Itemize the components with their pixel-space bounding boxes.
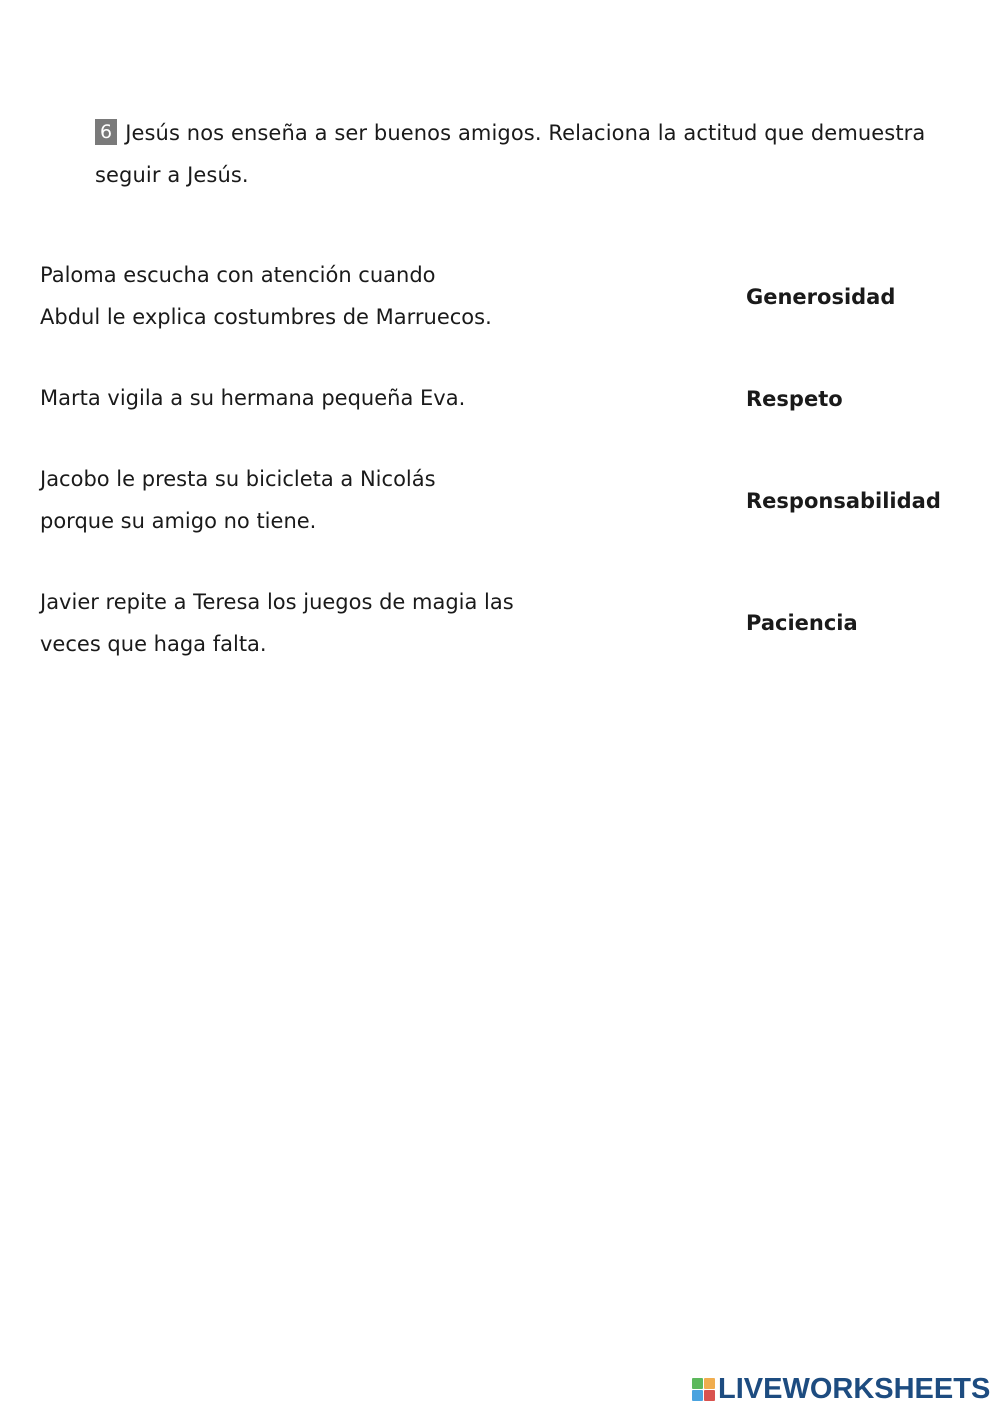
attitude-generosidad: Generosidad <box>746 285 896 309</box>
exercise-number-badge: 6 <box>95 119 117 145</box>
statement-2 <box>40 377 600 419</box>
statement-3 <box>40 458 600 542</box>
statement-4 <box>40 581 600 665</box>
statement-line: Javier repite a Teresa los juegos de magia las <box>40 590 514 614</box>
liveworksheets-icon <box>692 1378 715 1401</box>
statement-line: Abdul le explica costumbres de Marruecos. <box>40 305 492 329</box>
logo-square-v <box>692 1390 703 1401</box>
statement-line: porque su amigo no tiene. <box>40 509 317 533</box>
statement-line: veces que haga falta. <box>40 632 267 656</box>
logo-text: LIVEWORKSHEETS <box>718 1372 991 1405</box>
statement-line: Paloma escucha con atención cuando <box>40 263 436 287</box>
exercise-instruction <box>95 112 935 196</box>
attitude-responsabilidad: Responsabilidad <box>746 489 941 513</box>
logo-square-l <box>692 1378 703 1389</box>
exercise-instruction-text: Jesús nos enseña a ser buenos amigos. Relaciona la actitud que demuestra seguir a Jesús. <box>95 121 926 187</box>
statement-line: Marta vigila a su hermana pequeña Eva. <box>40 386 466 410</box>
logo-square-e <box>704 1390 715 1401</box>
attitude-paciencia: Paciencia <box>746 611 858 635</box>
statement-line: Jacobo le presta su bicicleta a Nicolás <box>40 467 436 491</box>
liveworksheets-logo <box>692 1372 990 1406</box>
logo-square-i <box>704 1378 715 1389</box>
attitude-respeto: Respeto <box>746 387 843 411</box>
statement-1 <box>40 254 600 338</box>
